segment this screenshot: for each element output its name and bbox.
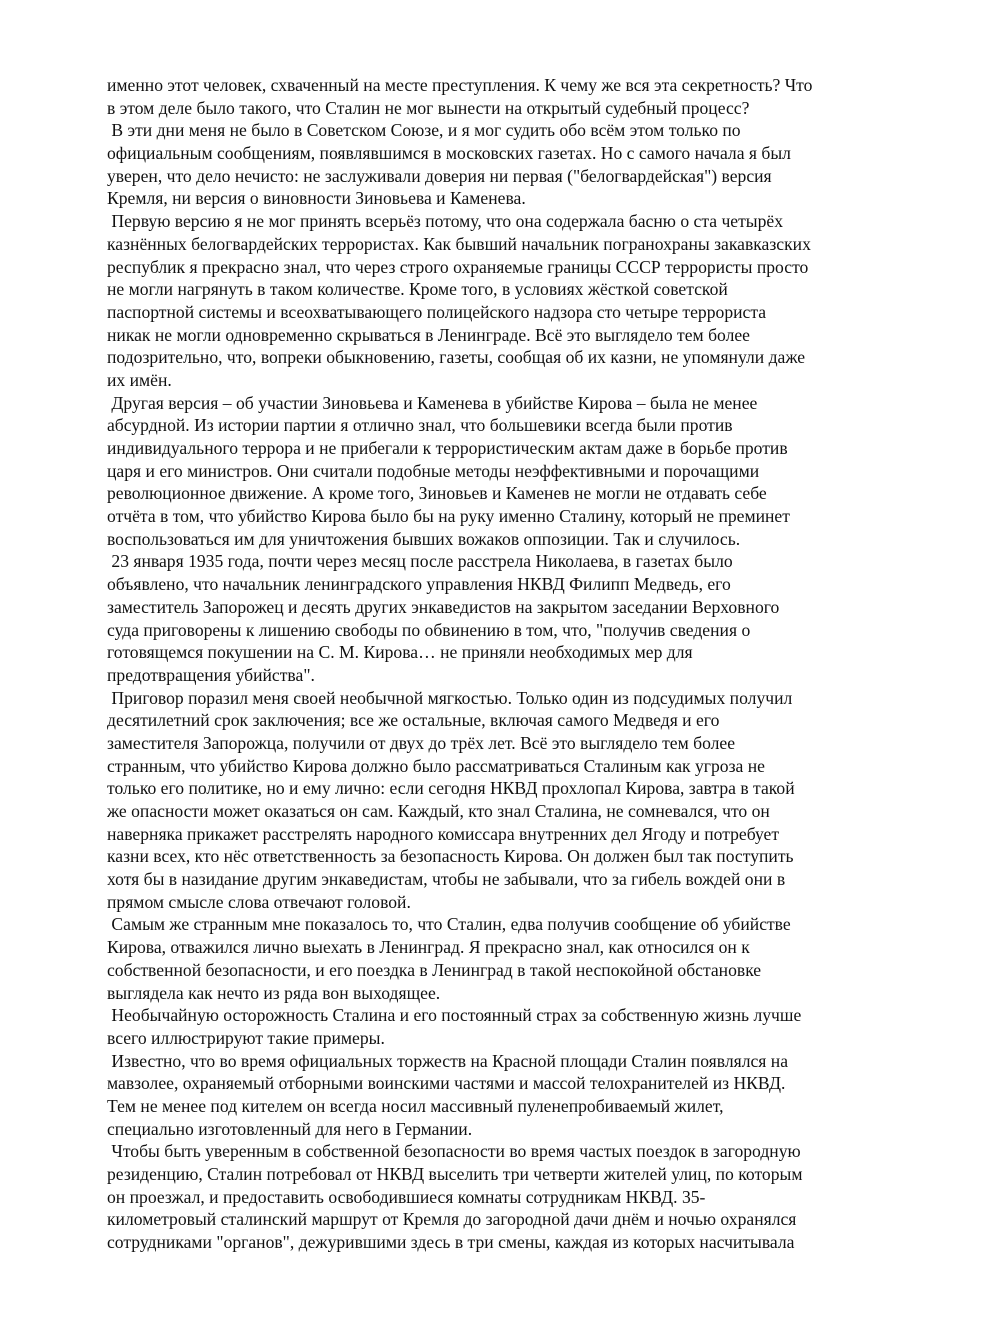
text-line: именно этот человек, схваченный на месте преступления. К чему же вся эта секретность? Что [107,75,813,95]
text-line: царя и его министров. Они считали подобные методы неэффективными и порочащими [107,460,760,481]
text-line: же опасности может оказаться он сам. Каждый, кто знал Сталина, не сомневался, что он [107,801,770,821]
text-line: резиденцию, Сталин потребовал от НКВД выселить три четверти жителей улиц, по которым [107,1164,803,1184]
text-line: собственной безопасности, и его поездка в Ленинград в такой неспокойной обстановке [107,959,762,980]
text-line: республик я прекрасно знал, что через строго охраняемые границы СССР террористы просто [107,256,809,277]
text-line: Первую версию я не мог принять всерьёз потому, что она содержала басню о ста четырёх [107,211,784,232]
text-line: сотрудниками "органов", дежурившими здесь в три смены, каждая из которых насчитывала [107,1232,795,1253]
text-line: хотя бы в назидание другим энкаведистам, чтобы не забывали, что за гибель вождей они в [107,869,786,890]
text-line: мавзолее, охраняемый отборными воинскими частями и массой телохранителей из НКВД. [107,1073,786,1094]
text-line: никак не могли одновременно скрываться в Ленинграде. Всё это выглядело тем более [107,324,750,345]
text-line: заместителя Запорожца, получили от двух до трёх лет. Всё это выглядело тем более [107,732,736,753]
text-line: паспортной системы и всеохватывающего полицейского надзора сто четыре террориста [107,301,767,322]
text-line: в этом деле было такого, что Сталин не мог вынести на открытый судебный процесс? [107,97,750,118]
text-line: В эти дни меня не было в Советском Союзе, и я мог судить обо всём этом только по [107,120,741,141]
text-line: объявлено, что начальник ленинградского управления НКВД Филипп Медведь, его [107,574,731,595]
text-line: Приговор поразил меня своей необычной мягкостью. Только один из подсудимых получил [107,687,793,708]
text-line: казнённых белогвардейских террористах. Как бывший начальник погранохраны закавказских [107,233,811,254]
text-line: воспользоваться им для уничтожения бывших вожаков оппозиции. Так и случилось. [107,528,741,549]
text-line: он проезжал, и предоставить освободившиеся комнаты сотрудникам НКВД. 35- [107,1186,706,1207]
text-line: готовящемся покушении на С. М. Кирова… не приняли необходимых мер для [107,642,693,663]
text-line: всего иллюстрируют такие примеры. [107,1027,385,1048]
text-line: Кирова, отважился лично выехать в Ленинград. Я прекрасно знал, как относился он к [107,937,750,958]
text-line: предотвращения убийства". [107,664,315,685]
text-line: Известно, что во время официальных торжеств на Красной площади Сталин появлялся на [107,1050,789,1071]
text-line: прямом смысле слова отвечают головой. [107,891,411,912]
text-line: только его политике, но и ему лично: если сегодня НКВД прохлопал Кирова, завтра в такой [107,778,795,799]
text-line: Самым же странным мне показалось то, что Сталин, едва получив сообщение об убийстве [107,914,791,935]
text-line: индивидуального террора и не прибегали к террористическим актам даже в борьбе против [107,438,788,458]
text-line: казни всех, кто нёс ответственность за безопасность Кирова. Он должен был так поступить [107,846,794,867]
text-line: суда приговорены к лишению свободы по обвинению в том, что, "получив сведения о [107,619,751,640]
text-line: Кремля, ни версия о виновности Зиновьева и Каменева. [107,188,526,209]
text-line: Необычайную осторожность Сталина и его постоянный страх за собственную жизнь лучше [107,1005,802,1026]
text-line: Другая версия – об участии Зиновьева и Каменева в убийстве Кирова – была не менее [107,392,758,413]
text-line: специально изготовленный для него в Германии. [107,1118,473,1139]
text-line: подозрительно, что, вопреки обыкновению, газеты, сообщая об их казни, не упомянули даже [107,347,806,368]
text-line: 23 января 1935 года, почти через месяц после расстрела Николаева, в газетах было [107,551,733,572]
text-line: уверен, что дело нечисто: не заслуживали доверия ни первая ("белогвардейская") версия [107,165,772,186]
text-line: наверняка прикажет расстрелять народного комиссара внутренних дел Ягоду и потребует [107,823,780,844]
text-line: заместитель Запорожец и десять других энкаведистов на закрытом заседании Верховного [107,596,780,617]
text-line: Чтобы быть уверенным в собственной безопасности во время частых поездок в загородную [107,1141,801,1162]
text-line: странным, что убийство Кирова должно было рассматриваться Сталиным как угроза не [107,755,765,776]
text-line: революционное движение. А кроме того, Зиновьев и Каменев не могли не отдавать себе [107,483,767,504]
text-line: десятилетний срок заключения; все же остальные, включая самого Медведя и его [107,710,720,731]
text-line: отчёта в том, что убийство Кирова было бы на руку именно Сталину, который не преминет [107,506,790,527]
text-line: Тем не менее под кителем он всегда носил массивный пуленепробиваемый жилет, [107,1095,724,1116]
body-text [107,74,907,1254]
text-line: их имён. [107,369,172,390]
text-line: километровый сталинский маршрут от Кремля до загородной дачи днём и ночью охранялся [107,1209,797,1230]
text-line: официальным сообщениям, появлявшимся в московских газетах. Но с самого начала я был [107,143,791,164]
text-line: не могли нагрянуть в таком количестве. Кроме того, в условиях жёсткой советской [107,279,728,300]
text-line: абсурдной. Из истории партии я отлично знал, что большевики всегда были против [107,415,733,436]
text-line: выглядела как нечто из ряда вон выходящее. [107,982,441,1003]
